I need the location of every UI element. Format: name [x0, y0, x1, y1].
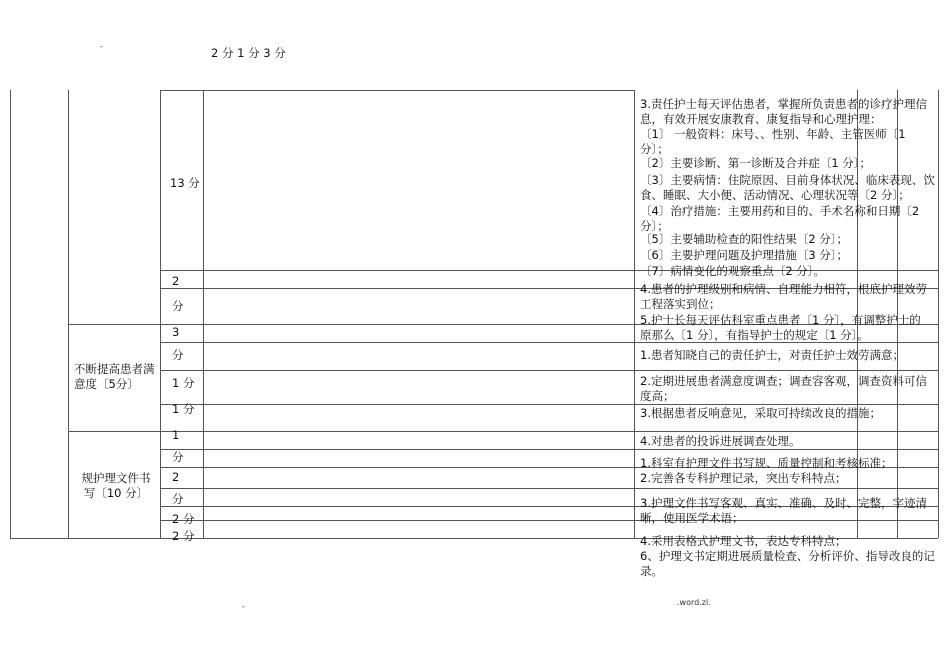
satisfaction-item-4: 4.对患者的投诉进展调查处理。: [640, 434, 801, 448]
criterion-3-item-4: 〔4〕治疗措施：主要用药和目的、手术名称和日期〔2 分〕；: [640, 204, 920, 233]
satisfaction-item-2: 2.定期进展患者满意度调查；调查容客观，调查资料可信度高；: [640, 374, 927, 403]
score-cell: 1 分: [172, 402, 195, 416]
score-cell: 1 分: [172, 376, 195, 390]
score-cell: 分: [172, 450, 184, 464]
row-divider: [160, 404, 938, 405]
column-divider: [160, 90, 161, 538]
footer-dash: -: [242, 602, 245, 611]
score-cell: 3: [172, 325, 180, 339]
row-divider: [160, 449, 938, 450]
score-cell: 分: [172, 492, 184, 506]
column-divider: [203, 90, 204, 538]
criterion-5-line-2: 原那么〔1 分〕，有指导护士的规定〔1 分〕。: [640, 328, 869, 342]
score-cell: 分: [172, 348, 184, 362]
row-divider: [68, 431, 938, 432]
score-cell: 13 分: [170, 176, 200, 190]
satisfaction-item-1: 1.患者知晓自己的责任护士，对责任护士效劳满意；: [640, 348, 904, 362]
row-divider: [160, 370, 938, 371]
criterion-4: 4.患者的护理级别和病情、自理能力相符，根底护理效劳工程落实到位；: [640, 282, 927, 311]
score-cell: 2 分: [172, 529, 195, 543]
criterion-3-item-1: 〔1〕 一般资料：床号、、性别、年龄、主管医师〔1 分〕；: [640, 127, 906, 156]
column-divider: [68, 90, 69, 538]
documents-item-1: 1.科室有护理文件书写规、质量控制和考核标准；: [640, 456, 893, 470]
score-cell: 分: [172, 299, 184, 313]
column-divider: [634, 90, 635, 538]
header-dash: -: [100, 42, 103, 51]
section-documents-label: 规护理文件书写〔10 分〕: [81, 471, 151, 500]
header-scores: 2 分 1 分 3 分: [211, 46, 286, 60]
criterion-3-title: 3.责任护士每天评估患者，掌握所负责患者的诊疗护理信息，有效开展安康教育、康复指导和心理护理：: [640, 97, 927, 126]
score-cell: 2 分: [172, 512, 195, 526]
score-cell: 1: [172, 428, 180, 442]
table-border-left: [10, 90, 11, 538]
documents-item-6: 6、护理文书定期进展质量检查、分析评价、指导改良的记录。: [640, 549, 935, 578]
score-cell: 2: [172, 274, 180, 288]
criterion-3-item-3: 〔3〕主要病情：住院原因、目前身体状况、临床表现、饮食、睡眠、大小便、活动情况、心理状况等〔2 分〕；: [640, 173, 935, 202]
criterion-5-line-1: 5.护士长每天评估科室重点患者〔1 分〕，有调整护士的: [640, 313, 921, 327]
criterion-3-item-7: 〔7〕病情变化的观察重点〔2 分〕。: [640, 264, 826, 278]
row-divider: [160, 488, 938, 489]
footer-site-label: .word.zl.: [677, 598, 711, 607]
row-divider: [160, 90, 634, 91]
documents-item-3: 3.护理文件书写客观、真实、准确、及时、完整，字迹清晰，使用医学术语；: [640, 496, 927, 525]
satisfaction-item-3: 3.根据患者反响意见，采取可持续改良的措施；: [640, 406, 881, 420]
documents-item-2: 2.完善各专科护理记录，突出专科特点；: [640, 471, 847, 485]
score-cell: 2: [172, 470, 180, 484]
criterion-3-item-2: 〔2〕主要诊断、第一诊断及合并症〔1 分〕；: [640, 156, 872, 170]
documents-item-4: 4.采用表格式护理文书，表达专科特点；: [640, 534, 847, 548]
section-satisfaction-label: 不断提高患者满意度〔5分〕: [74, 362, 155, 391]
criterion-3-item-6: 〔6〕主要护理问题及护理措施〔3 分〕；: [640, 248, 849, 262]
criterion-3-item-5: 〔5〕主要辅助检查的阳性结果〔2 分〕；: [640, 232, 849, 246]
table-border-right: [938, 90, 939, 538]
